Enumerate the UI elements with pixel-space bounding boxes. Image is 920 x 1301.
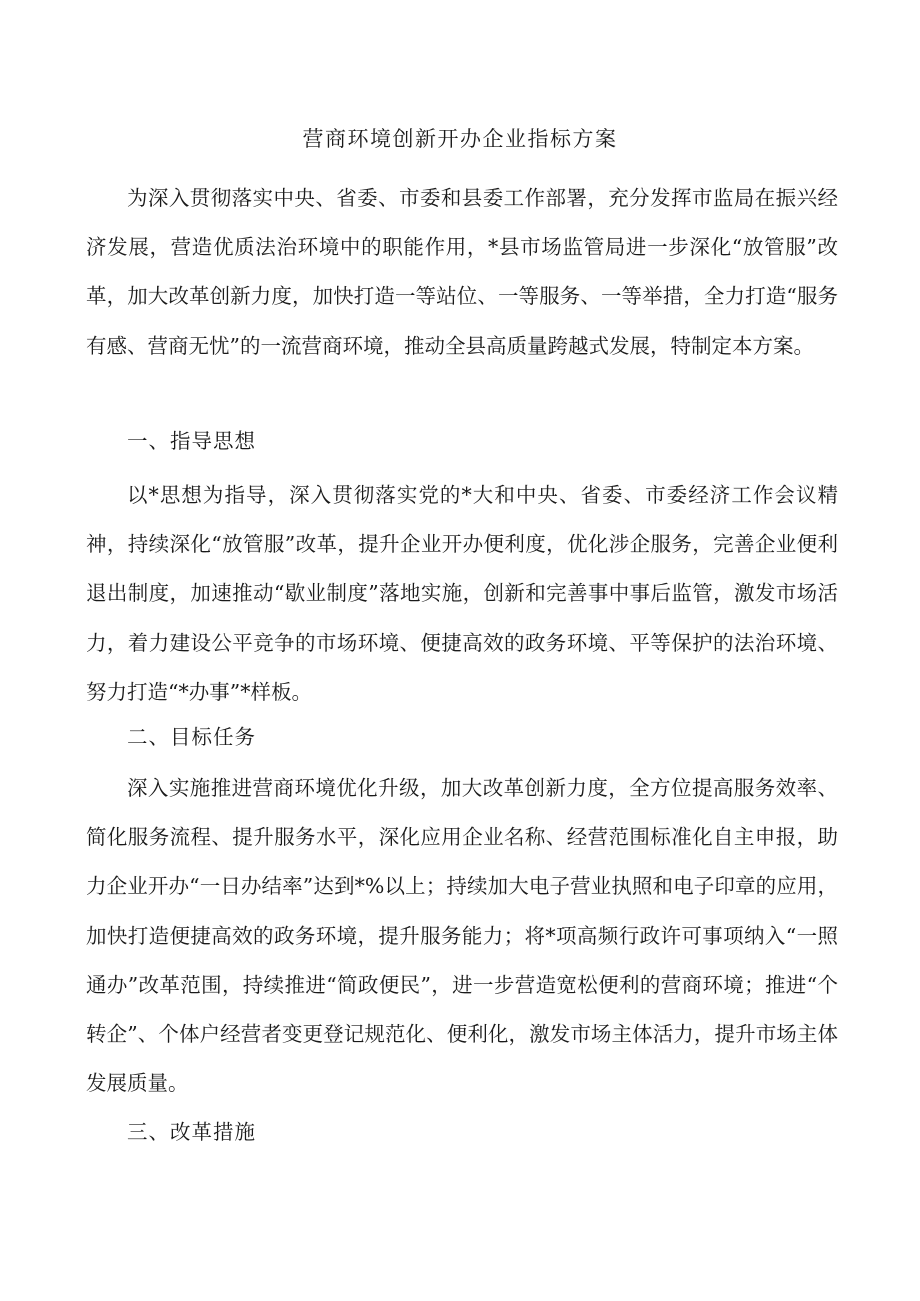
section-heading-guiding-ideology: 一、指导思想 [127, 429, 256, 453]
intro-paragraph: 为深入贯彻落实中央、省委、市委和县委工作部署，充分发挥市监局在振兴经济发展，营造优质法治环境中的职能作用，*县市场监管局进一步深化“放管服”改革，加大改革创新力度，加快打造一等站位、一等服务、一等举措，全力打造“服务有感、营商无忧”的一流营商环境，推动全县高质量跨越式发展，特制定本方案。 [86, 186, 838, 358]
document-title: 营商环境创新开办企业指标方案 [302, 127, 618, 151]
guiding-ideology-paragraph: 以*思想为指导，深入贯彻落实党的*大和中央、省委、市委经济工作会议精神，持续深化“放管服”改革，提升企业开办便利度，优化涉企服务，完善企业便利退出制度，加速推动“歇业制度”落地实施，创新和完善事中事后监管，激发市场活力，着力建设公平竞争的市场环境、便捷高效的政务环境、平等保护的法治环境、努力打造“*办事”*样板。 [86, 483, 838, 704]
section-heading-reform-measures: 三、改革措施 [127, 1120, 256, 1144]
section-heading-goals: 二、目标任务 [127, 725, 256, 749]
goals-paragraph: 深入实施推进营商环境优化升级，加大改革创新力度，全方位提高服务效率、简化服务流程、提升服务水平，深化应用企业名称、经营范围标准化自主申报，助力企业开办“一日办结率”达到*%以上；持续加大电子营业执照和电子印章的应用，加快打造便捷高效的政务环境，提升服务能力；将*项高频行政许可事项纳入“一照通办”改革范围，持续推进“简政便民”，进一步营造宽松便利的营商环境；推进“个转企”、个体户经营者变更登记规范化、便利化，激发市场主体活力，提升市场主体发展质量。 [86, 776, 838, 1096]
